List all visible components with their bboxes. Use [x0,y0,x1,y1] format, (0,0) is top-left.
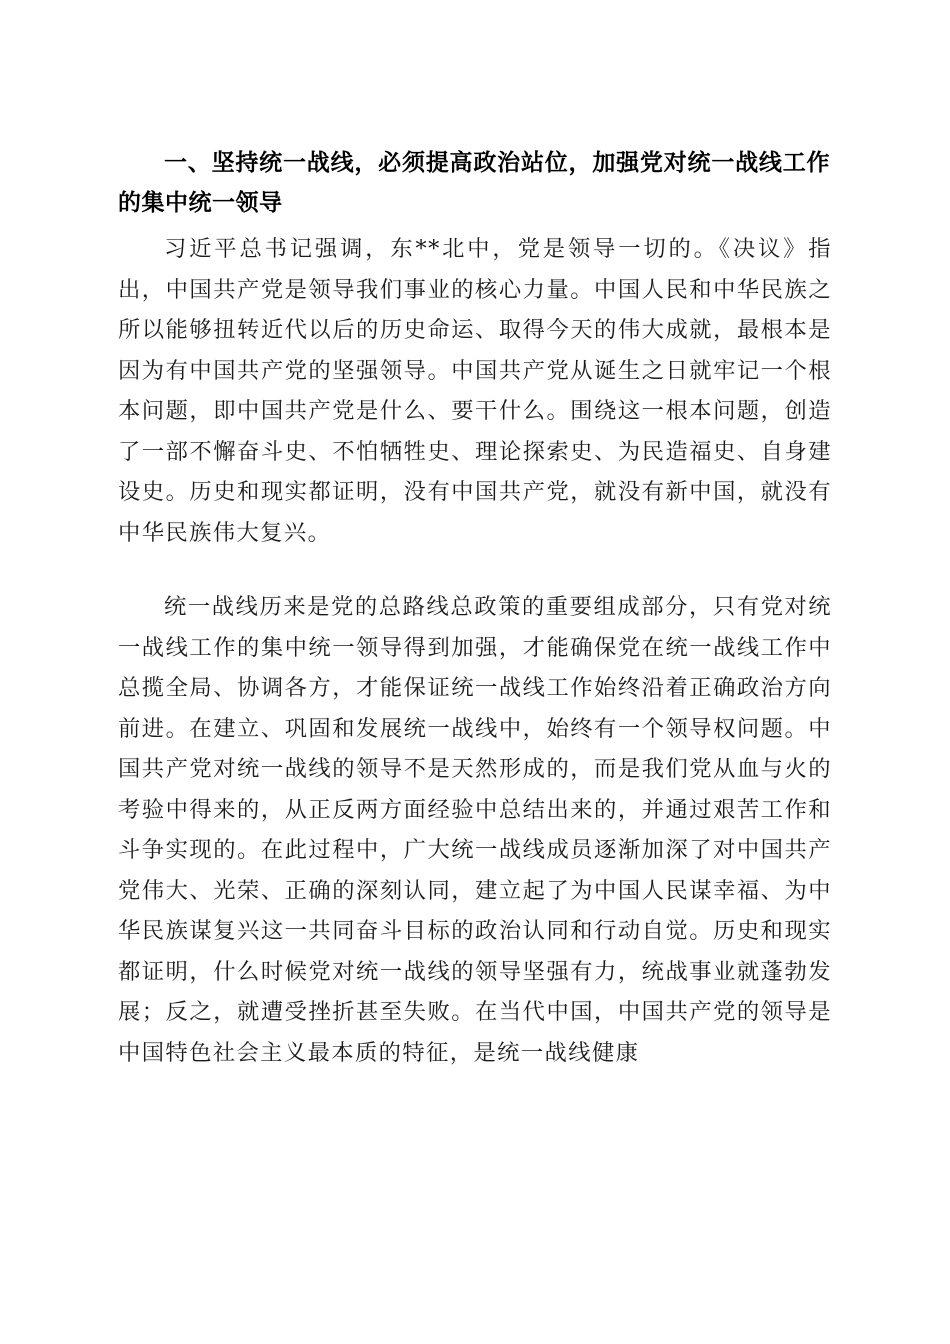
paragraph-2: 统一战线历来是党的总路线总政策的重要组成部分，只有党对统一战线工作的集中统一领导得到加强，才能确保党在统一战线工作中总揽全局、协调各方，才能保证统一战线工作始终沿着正确政治方向前进。在建立、巩固和发展统一战线中，始终有一个领导权问题。中国共产党对统一战线的领导不是天然形成的，而是我们党从血与火的考验中得来的，从正反两方面经验中总结出来的，并通过艰苦工作和斗争实现的。在此过程中，广大统一战线成员逐渐加深了对中国共产党伟大、光荣、正确的深刻认同，建立起了为中国人民谋幸福、为中华民族谋复兴这一共同奋斗目标的政治认同和行动自觉。历史和现实都证明，什么时候党对统一战线的领导坚强有力，统战事业就蓬勃发展；反之，就遭受挫折甚至失败。在当代中国，中国共产党的领导是中国特色社会主义最本质的特征，是统一战线健康 [118,594,832,1066]
paragraph-1: 习近平总书记强调，东**北中，党是领导一切的。《决议》指出，中国共产党是领导我们事业的核心力量。中国人民和中华民族之所以能够扭转近代以后的历史命运、取得今天的伟大成就，最根本是因为有中国共产党的坚强领导。中国共产党从诞生之日就牢记一个根本问题，即中国共产党是什么、要干什么。围绕这一根本问题，创造了一部不懈奋斗史、不怕牺牲史、理论探索史、为民造福史、自身建设史。历史和现实都证明，没有中国共产党，就没有新中国，就没有中华民族伟大复兴。 [118,236,832,546]
section-heading: 一、坚持统一战线，必须提高政治站位，加强党对统一战线工作的集中统一领导 [118,150,830,216]
